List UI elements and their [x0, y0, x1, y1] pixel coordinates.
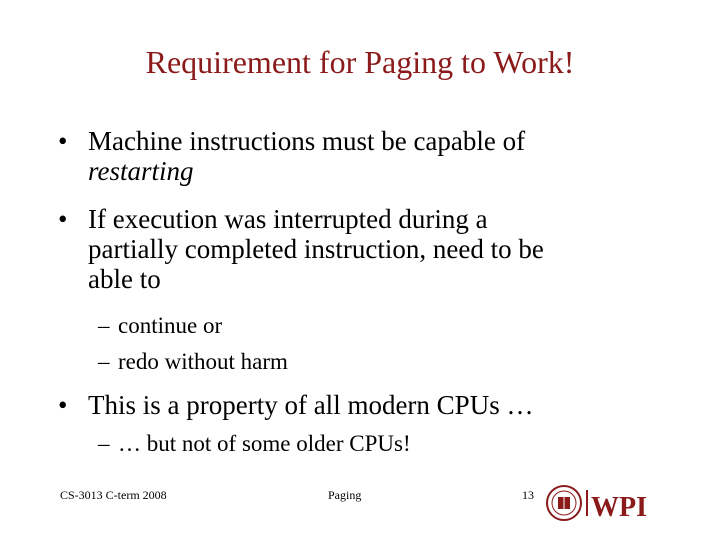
bullet-text-line: partially completed instruction, need to be	[88, 234, 544, 264]
bullet-text-italic: restarting	[88, 156, 194, 186]
sub-bullet-older-cpus	[98, 430, 411, 458]
bullet-dot: •	[58, 126, 68, 156]
wpi-logo	[546, 482, 646, 524]
bullet-text-line: Machine instructions must be capable of	[88, 126, 526, 156]
sub-dash: –	[98, 313, 110, 338]
bullet-dot: •	[58, 390, 68, 420]
wpi-logo-text: WPI	[591, 492, 646, 523]
sub-text: redo without harm	[118, 349, 288, 374]
footer-page-number: 13	[522, 488, 534, 502]
wpi-seal-icon	[547, 486, 581, 520]
bullet-text-line: able to	[88, 264, 161, 294]
sub-text: … but not of some older CPUs!	[118, 431, 411, 456]
bullet-text-line: If execution was interrupted during a	[88, 204, 488, 234]
sub-dash: –	[98, 349, 110, 374]
slide-title: Requirement for Paging to Work!	[145, 44, 575, 80]
sub-dash: –	[98, 431, 110, 456]
footer-course: CS-3013 C-term 2008	[60, 488, 167, 502]
bullet-dot: •	[58, 204, 68, 234]
bullet-text-line: This is a property of all modern CPUs …	[88, 390, 534, 420]
sub-bullet-continue	[98, 312, 222, 340]
sub-text: continue or	[118, 313, 223, 338]
sub-bullet-redo	[98, 348, 288, 376]
footer-topic: Paging	[328, 488, 362, 502]
